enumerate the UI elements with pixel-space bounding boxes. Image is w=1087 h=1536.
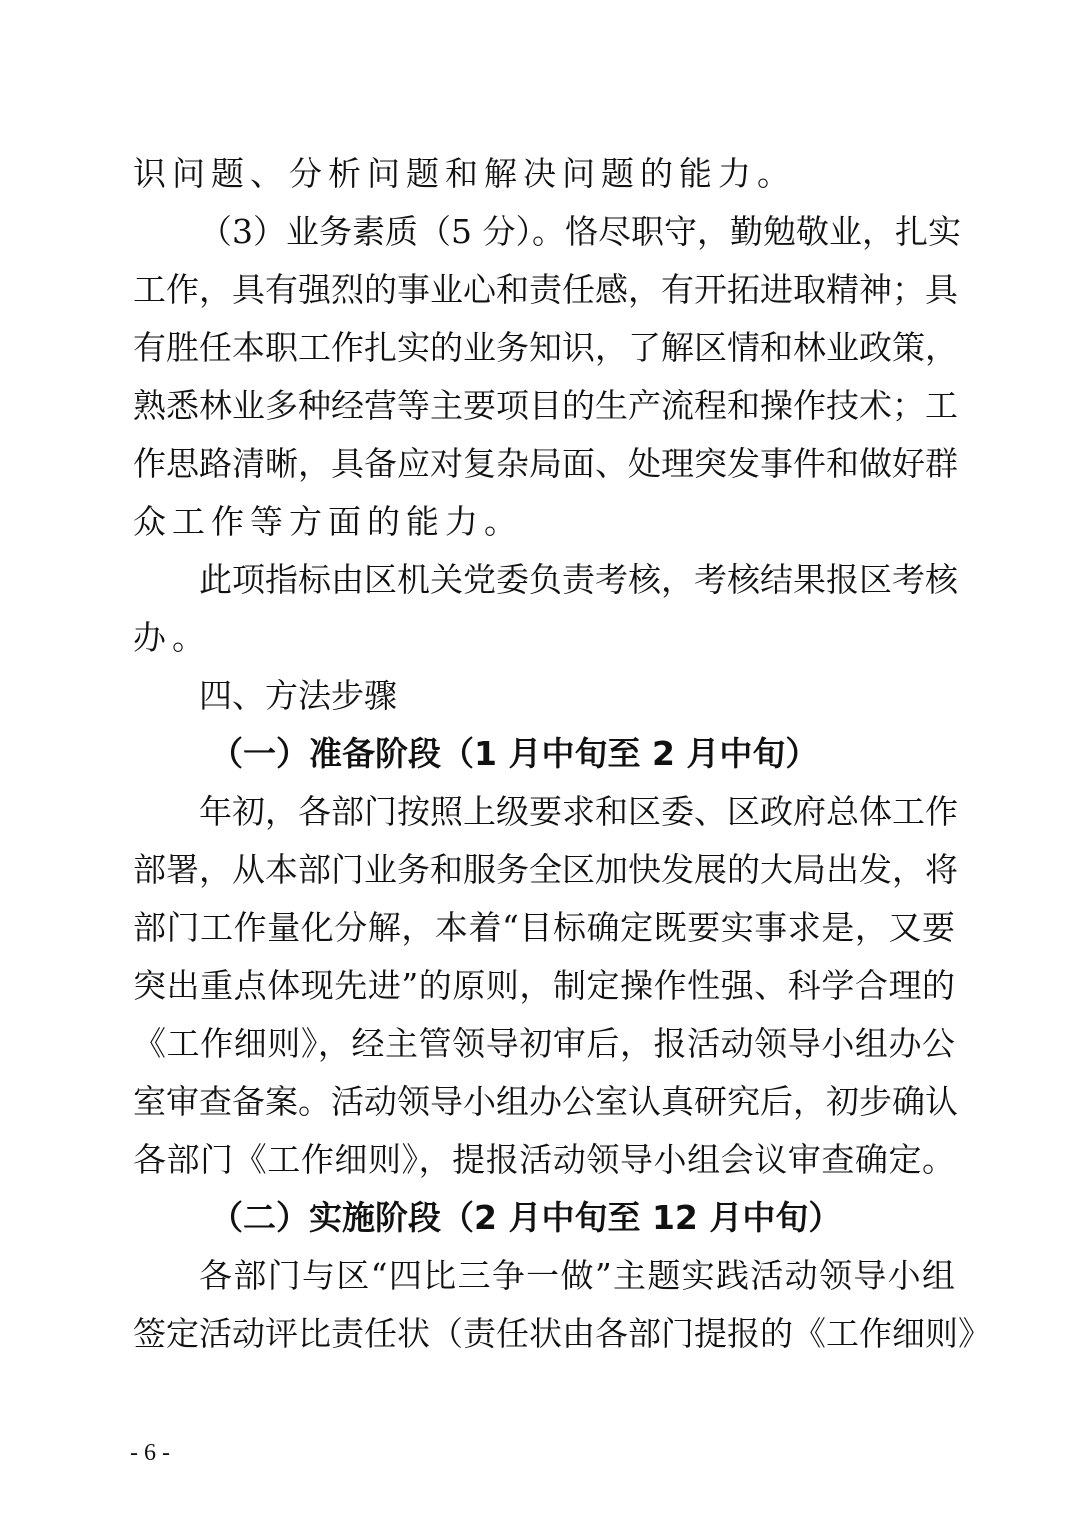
subsection-heading-implementation: （二）实施阶段（2 月中旬至 12 月中旬） <box>210 1198 842 1237</box>
body-line-17: 室审查备案。活动领导小组办公室认真研究后，初步确认 <box>133 1082 958 1121</box>
section-heading-methods: 四、方法步骤 <box>199 676 397 715</box>
body-line-1: 识问题、分析问题和解决问题的能力。 <box>133 154 796 193</box>
body-line-3: 工作，具有强烈的事业心和责任感，有开拓进取精神；具 <box>133 270 958 309</box>
subsection-heading-preparation: （一）准备阶段（1 月中旬至 2 月中旬） <box>210 734 819 773</box>
body-line-21: 签定活动评比责任状（责任状由各部门提报的《工作细则》 <box>133 1314 991 1353</box>
body-line-7: 众工作等方面的能力。 <box>133 502 523 541</box>
body-line-20: 各部门与区“四比三争一做”主题实践活动领导小组 <box>199 1256 955 1295</box>
page-number: - 6 - <box>130 1440 170 1466</box>
body-line-16: 《工作细则》，经主管领导初审后，报活动领导小组办公 <box>133 1024 955 1063</box>
body-line-8: 此项指标由区机关党委负责考核，考核结果报区考核 <box>199 560 958 599</box>
body-line-15: 突出重点体现先进”的原则，制定操作性强、科学合理的 <box>133 966 955 1005</box>
body-line-9: 办。 <box>133 618 211 657</box>
body-line-4: 有胜任本职工作扎实的业务知识，了解区情和林业政策， <box>133 328 958 367</box>
body-line-12: 年初，各部门按照上级要求和区委、区政府总体工作 <box>199 792 958 831</box>
body-line-13: 部署，从本部门业务和服务全区加快发展的大局出发，将 <box>133 850 958 889</box>
body-line-18: 各部门《工作细则》，提报活动领导小组会议审查确定。 <box>133 1140 955 1179</box>
body-line-5: 熟悉林业多种经营等主要项目的生产流程和操作技术；工 <box>133 386 958 425</box>
body-line-14: 部门工作量化分解，本着“目标确定既要实事求是，又要 <box>133 908 955 947</box>
body-line-6: 作思路清晰，具备应对复杂局面、处理突发事件和做好群 <box>133 444 958 483</box>
body-line-2: （3）业务素质（5 分）。恪尽职守，勤勉敬业，扎实 <box>199 212 961 251</box>
